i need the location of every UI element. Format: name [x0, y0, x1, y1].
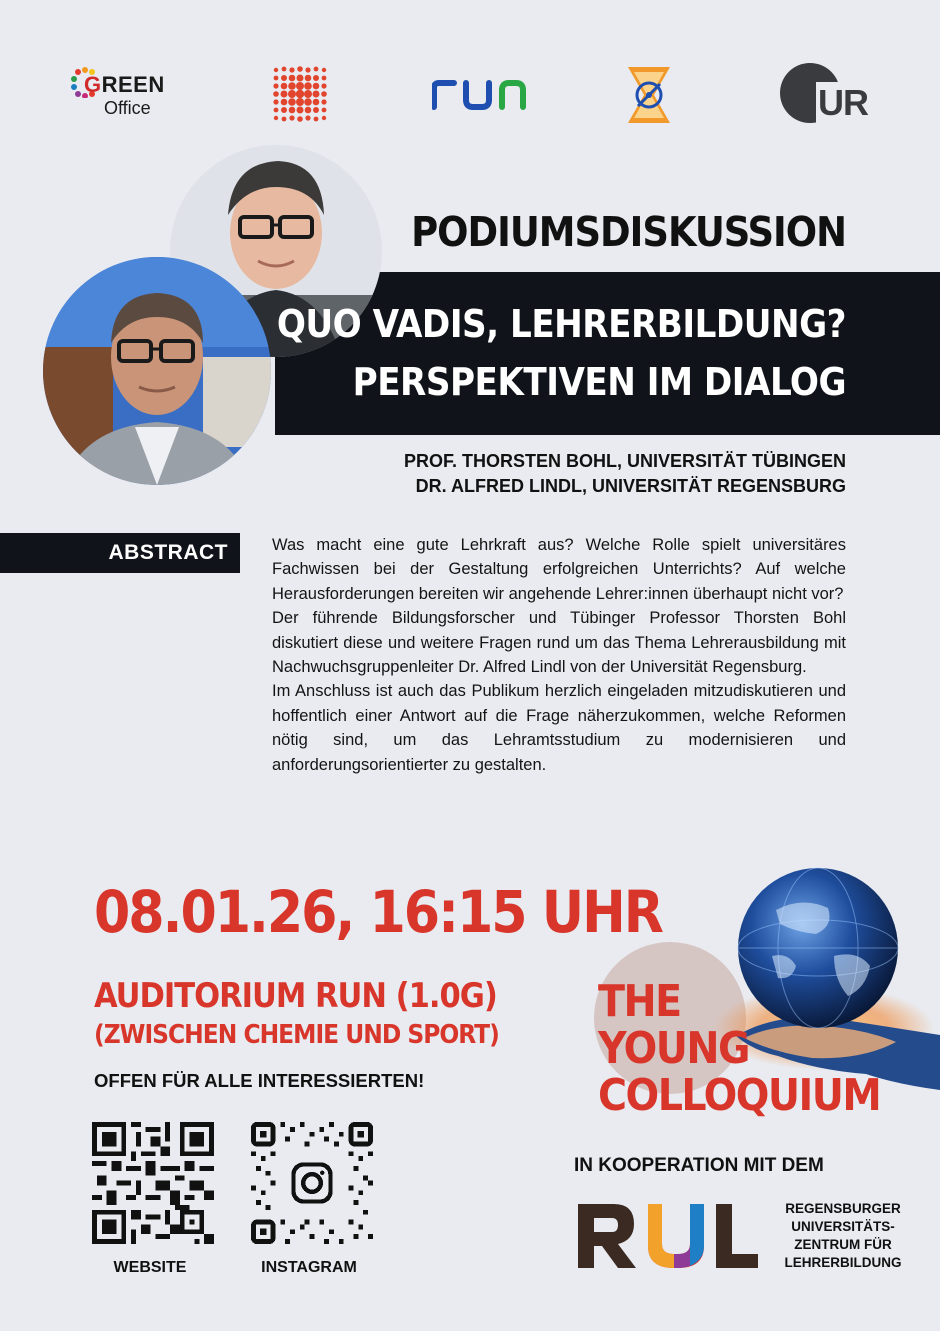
abstract-paragraph: Im Anschluss ist auch das Publikum herzlich eingeladen mitzudiskutieren und hoffentlich einer Antwort auf die Frage näherzukommen, welche Reformen nötig sind, um das Lehramtsstudium zu modernisieren und anforderungsorientierter zu gestalten. [272, 682, 846, 774]
rul-name [768, 1200, 918, 1272]
event-venue-note: (ZWISCHEN CHEMIE UND SPORT) [94, 1020, 499, 1050]
instagram-qr-code[interactable] [251, 1122, 373, 1244]
colloquium-line2: YOUNG [598, 1023, 749, 1074]
event-datetime: 08.01.26, 16:15 UHR [94, 878, 662, 946]
colloquium-line1: THE [598, 976, 681, 1027]
rul-name-line: LEHRERBILDUNG [784, 1255, 902, 1270]
hourglass-logo [624, 64, 674, 126]
event-venue: AUDITORIUM RUN (1.0G) [94, 976, 497, 1016]
speaker-line-2: DR. ALFRED LINDL, UNIVERSITÄT REGENSBURG [415, 476, 846, 496]
run-logo [432, 80, 527, 110]
event-title-line1: QUO VADIS, LEHRERBILDUNG? [276, 302, 846, 346]
speaker-photo-lindl [43, 257, 271, 485]
event-kicker: PODIUMSDISKUSSION [411, 208, 846, 256]
colloquium-line3: COLLOQUIUM [598, 1070, 881, 1121]
green-office-line1: GREEN [84, 72, 165, 97]
event-audience: OFFEN FÜR ALLE INTERESSIERTEN! [94, 1070, 425, 1091]
website-label: WEBSITE [113, 1259, 187, 1276]
abstract-paragraph: Was macht eine gute Lehrkraft aus? Welche Rolle spielt universitäres Fachwissen bei der Gestaltung erfolgreichen Unterrichts? Auf welche Herausforderungen bereiten wir angehende Lehrer:innen überhaupt nicht vor? [272, 536, 846, 603]
green-office-line2: Office [104, 98, 151, 118]
ur-logo [780, 62, 866, 124]
rul-name-line: UNIVERSITÄTS- [791, 1219, 895, 1234]
abstract-label: ABSTRACT [108, 541, 228, 564]
event-title-line2: PERSPEKTIVEN IM DIALOG [352, 360, 846, 404]
abstract-text [272, 533, 846, 777]
title-banner [275, 272, 940, 435]
rul-logo [578, 1200, 758, 1272]
rul-name-line: REGENSBURGER [785, 1201, 901, 1216]
speaker-line-1: PROF. THORSTEN BOHL, UNIVERSITÄT TÜBINGEN [403, 451, 846, 471]
ur-logo-text: UR [818, 82, 868, 123]
cooperation-intro: IN KOOPERATION MIT DEM [574, 1155, 824, 1176]
abstract-tab [0, 533, 240, 573]
website-qr-code[interactable] [92, 1122, 214, 1244]
rul-name-line: ZENTRUM FÜR [794, 1237, 892, 1252]
dot-pattern-logo [270, 64, 330, 124]
green-office-logo [70, 62, 170, 122]
instagram-label: INSTAGRAM [261, 1259, 357, 1276]
young-colloquium-logo [598, 978, 880, 1119]
abstract-paragraph: Der führende Bildungsforscher und Tübinger Professor Thorsten Bohl diskutiert diese und weitere Fragen rund um das Thema Lehrerausbildung mit Nachwuchsgruppenleiter Dr. Alfred Lindl von der Universität Regensburg. [272, 609, 846, 677]
